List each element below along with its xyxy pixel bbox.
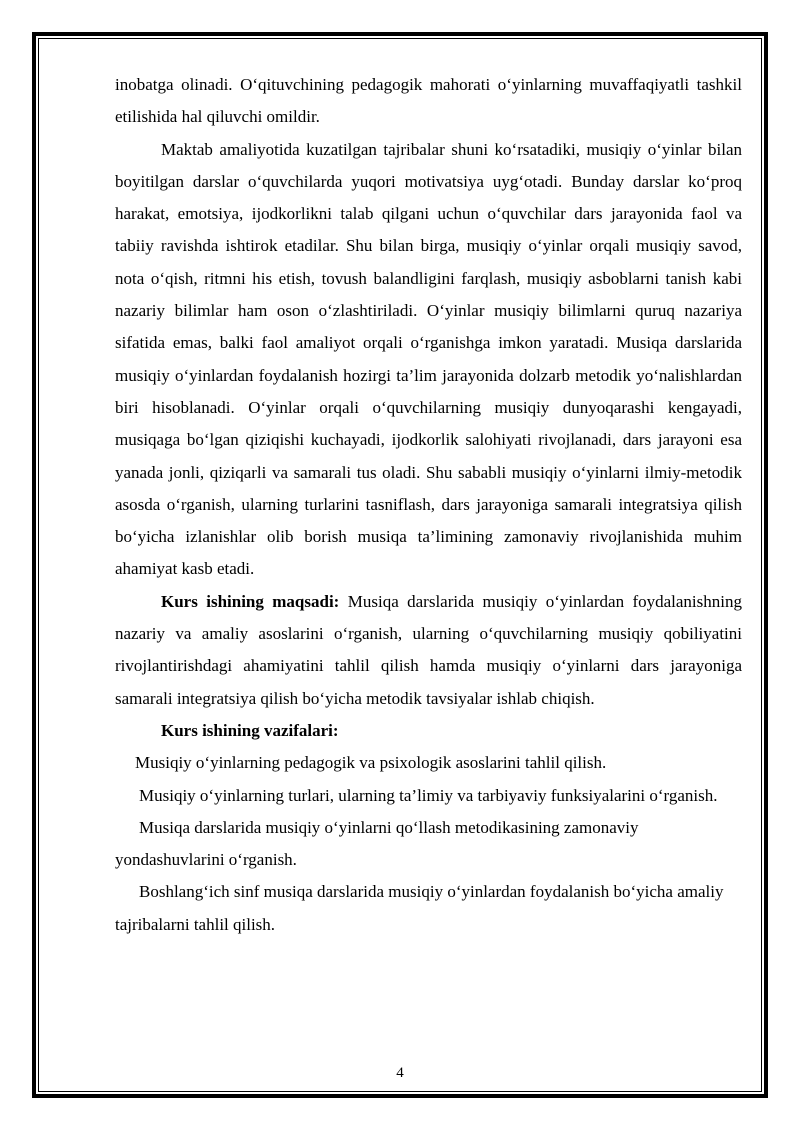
tasks-heading: Kurs ishining vazifalari: (161, 720, 339, 740)
task-item: Musiqiy o‘yinlarning pedagogik va psixologik asoslarini tahlil qilish. (135, 753, 607, 773)
goal-paragraph (115, 586, 742, 715)
goal-text: Musiqa darslarida musiqiy o‘yinlardan foydalanishning nazariy va amaliy asoslarini o‘rganish, ularning o‘quvchilarning musiqiy qobiliyatini rivojlantirishdagi ahamiyatini tahlil qilish hamda musiqiy o‘yinlarni dars jarayoniga samarali integratsiya qilish bo‘yicha metodik tavsiyalar ishlab chiqish. (115, 591, 742, 708)
paragraph-continuation: inobatga olinadi. O‘qituvchining pedagogik mahorati o‘yinlarning muvaffaqiyatli tashkil etilishida hal qiluvchi omildir. (115, 75, 742, 127)
page-number: 4 (396, 1065, 404, 1081)
paragraph-practice: Maktab amaliyotida kuzatilgan tajribalar shuni ko‘rsatadiki, musiqiy o‘yinlar bilan boyitilgan darslar o‘quvchilarda yuqori motivatsiya uyg‘otadi. Bunday darslar ko‘proq harakat, emotsiya, ijodkorlikni talab qilgani uchun o‘quvchilar dars jarayonida faol va tabiiy ravishda ishtirok etadilar. Shu bilan birga, musiqiy o‘yinlar orqali musiqiy savod, nota o‘qish, ritmni his etish, tovush balandligini farqlash, musiqiy asboblarni tanish kabi nazariy bilimlar ham oson o‘zlashtiriladi. O‘yinlar musiqiy bilimlarni quruq nazariya sifatida emas, balki faol amaliyot orqali o‘rganishga imkon yaratadi. Musiqa darslarida musiqiy o‘yinlardan foydalanish hozirgi ta’lim jarayonida dolzarb metodik yo‘nalishlardan biri hisoblanadi. O‘yinlar orqali o‘quvchilarning musiqiy dunyoqarashi kengayadi, musiqaga bo‘lgan qiziqishi kuchayadi, ijodkorlik salohiyati rivojlanadi, dars jarayoni esa yanada jonli, qiziqarli va samarali tus oladi. Shu sababli musiqiy o‘yinlarni ilmiy-metodik asosda o‘rganish, ularning turlarini tasniflash, dars jarayoniga samarali integratsiya qilish bo‘yicha izlanishlar olib borish musiqa ta’limining zamonaviy rivojlanishida muhim ahamiyat kasb etadi. (115, 139, 742, 579)
document-body (115, 69, 742, 941)
task-item: Musiqa darslarida musiqiy o‘yinlarni qo‘llash metodikasining zamonaviy yondashuvlarini o‘rganish. (115, 817, 639, 870)
task-item: Musiqiy o‘yinlarning turlari, ularning ta’limiy va tarbiyaviy funksiyalarini o‘rganish. (139, 785, 718, 805)
goal-heading: Kurs ishining maqsadi: (161, 591, 340, 611)
task-item: Boshlang‘ich sinf musiqa darslarida musiqiy o‘yinlardan foydalanish bo‘yicha amaliy tajribalarni tahlil qilish. (115, 882, 724, 934)
